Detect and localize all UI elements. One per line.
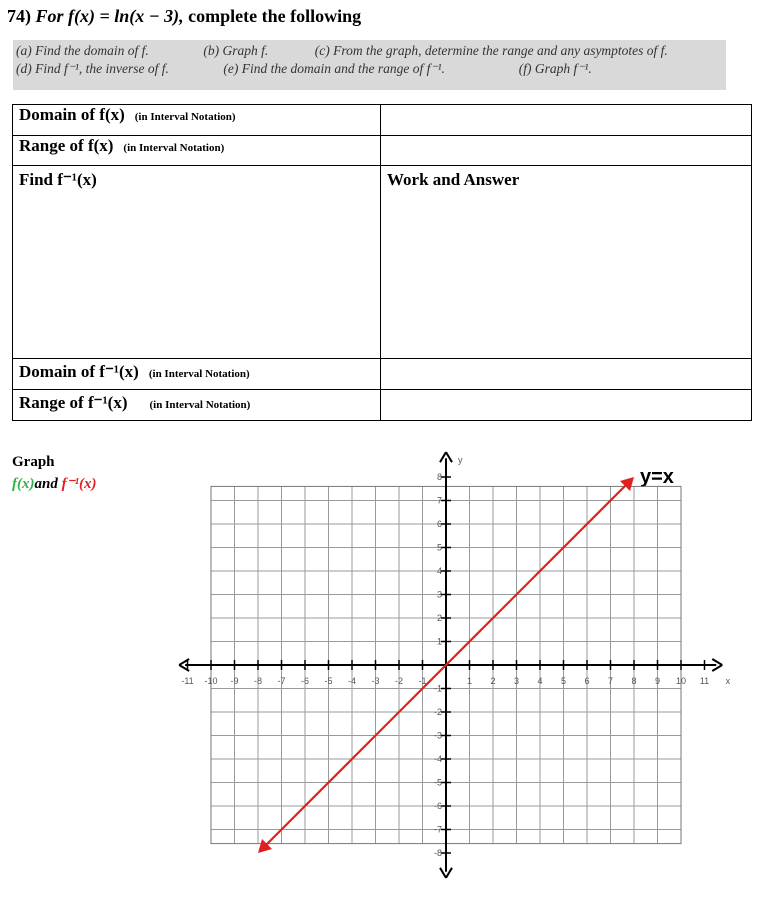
y-tick-label: 7 — [436, 495, 442, 506]
x-tick-label: 4 — [537, 676, 543, 686]
x-tick-label: -1 — [418, 676, 427, 686]
line-label: y=x — [640, 466, 674, 488]
instruction-d: (d) Find f⁻¹, the inverse of f. — [16, 61, 169, 76]
instruction-f: (f) Graph f⁻¹. — [518, 61, 592, 76]
y-tick-label: -8 — [433, 848, 442, 858]
interval-note: (in Interval Notation) — [134, 111, 236, 123]
x-tick-label: 5 — [560, 676, 567, 686]
interval-note: (in Interval Notation) — [123, 142, 225, 154]
y-axis-label: y — [458, 454, 463, 465]
x-tick-label: -11 — [181, 676, 194, 686]
y-tick-label: 5 — [436, 542, 442, 553]
y-tick-label: 6 — [436, 519, 442, 529]
work-answer-label: Work and Answer — [387, 170, 520, 189]
f-label: f(x) — [12, 476, 35, 492]
x-tick-label: -6 — [300, 676, 310, 686]
domain-inv-label: Domain of f⁻¹(x) — [19, 362, 139, 381]
instruction-b: (b) Graph f. — [203, 43, 269, 58]
range-inv-label: Range of f⁻¹(x) — [19, 393, 128, 412]
x-tick-label: -2 — [394, 676, 404, 686]
graph-label: Graph — [12, 454, 55, 470]
problem-number: 74) — [7, 6, 31, 26]
interval-note: (in Interval Notation) — [149, 399, 251, 411]
find-inverse-label: Find f⁻¹(x) — [19, 170, 97, 189]
y-tick-label: 8 — [436, 472, 442, 482]
y-tick-label: -5 — [433, 777, 442, 788]
x-tick-label: 2 — [490, 676, 496, 686]
x-tick-label: -9 — [230, 676, 239, 686]
x-tick-label: 1 — [466, 676, 473, 686]
x-tick-label: 3 — [513, 676, 520, 686]
x-axis-label: x — [725, 676, 731, 686]
range-f-label: Range of f(x) — [19, 136, 114, 155]
y-tick-label: 2 — [436, 613, 442, 623]
and-label: and — [34, 476, 58, 492]
instruction-a: (a) Find the domain of f. — [16, 43, 149, 58]
x-tick-label: 8 — [631, 676, 637, 686]
problem-prefix: For — [35, 6, 64, 26]
x-tick-label: -4 — [347, 676, 357, 686]
x-tick-label: -3 — [371, 676, 380, 686]
problem-suffix: complete the following — [188, 6, 362, 26]
x-tick-label: -8 — [253, 676, 263, 686]
x-tick-label: 6 — [584, 676, 590, 686]
inverse-label: f⁻¹(x) — [61, 476, 97, 492]
domain-f-label: Domain of f(x) — [19, 105, 125, 124]
y-tick-label: -2 — [433, 707, 442, 717]
problem-function: f(x) = ln(x − 3), — [68, 6, 184, 26]
x-tick-label: 7 — [607, 676, 614, 686]
x-tick-label: 10 — [675, 676, 687, 686]
x-tick-label: 11 — [699, 676, 710, 686]
y-tick-label: -1 — [433, 683, 442, 694]
x-tick-label: 9 — [654, 676, 661, 686]
x-tick-label: -10 — [204, 676, 218, 686]
instruction-e: (e) Find the domain and the range of f⁻¹. — [223, 61, 445, 76]
y-tick-label: -6 — [433, 801, 442, 811]
interval-note: (in Interval Notation) — [148, 368, 250, 380]
y-tick-label: 3 — [436, 589, 442, 600]
instruction-c: (c) From the graph, determine the range and any asymptotes of f. — [314, 43, 668, 58]
y-tick-label: -4 — [433, 754, 442, 764]
x-tick-label: -5 — [324, 676, 333, 686]
y-tick-label: 4 — [436, 566, 442, 576]
y-tick-label: -7 — [433, 824, 442, 835]
x-tick-label: -7 — [277, 676, 286, 686]
y-tick-label: 1 — [436, 636, 442, 647]
y-tick-label: -3 — [433, 730, 442, 741]
